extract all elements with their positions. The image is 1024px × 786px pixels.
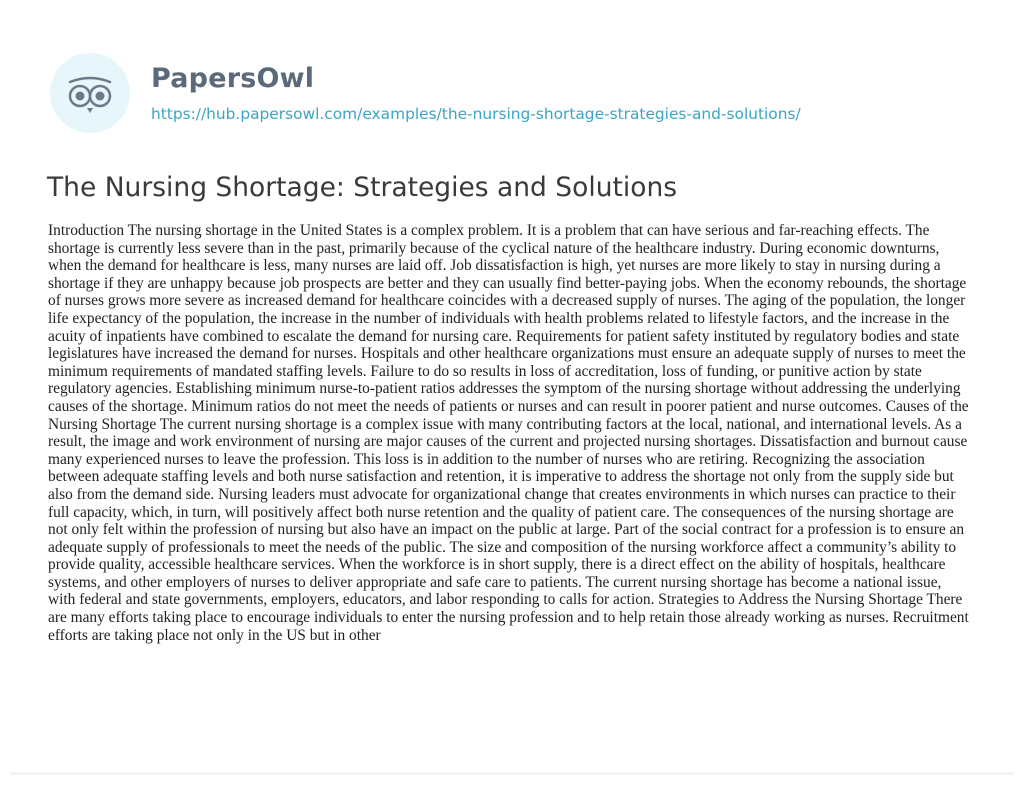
article-title: The Nursing Shortage: Strategies and Solutions: [47, 172, 678, 203]
brand-name: PapersOwl: [151, 63, 315, 94]
article-body: Introduction The nursing shortage in the United States is a complex problem. It is a problem that can have serious and far-reaching effects. The shortage is currently less severe than in the past, primarily because of the cyclical nature of the healthcare industry. During economic downturns, when the demand for healthcare is less, many nurses are laid off. Job dissatisfaction is high, yet nurses are more likely to stay in nursing during a shortage if they are unhappy because job prospects are better and they can usually find better-paying jobs. When the economy rebounds, the shortage of nurses grows more severe as increased demand for healthcare coincides with a decreased supply of nurses. The aging of the population, the longer life expectancy of the population, the increase in the number of individuals with health problems related to lifestyle factors, and the increase in the acuity of inpatients have combined to escalate the demand for nursing care. Requirements for patient safety instituted by regulatory bodies and state legislatures have increased the demand for nurses. Hospitals and other healthcare organizations must ensure an adequate supply of nurses to meet the minimum requirements of mandated staffing levels. Failure to do so results in loss of accreditation, loss of funding, or punitive action by state regulatory agencies. Establishing minimum nurse-to-patient ratios addresses the symptom of the nursing shortage without addressing the underlying causes of the shortage. Minimum ratios do not meet the needs of patients or nurses and can result in poorer patient and nurse outcomes. Causes of the Nursing Shortage The current nursing shortage is a complex issue with many contributing factors at the local, national, and international levels. As a result, the image and work environment of nursing are major causes of the current and projected nursing shortages. Dissatisfaction and burnout cause many experienced nurses to leave the profession. This loss is in addition to the number of nurses who are retiring. Recognizing the association between adequate staffing levels and both nurse satisfaction and retention, it is imperative to address the shortage not only from the supply side but also from the demand side. Nursing leaders must advocate for organizational change that creates environments in which nurses can practice to their full capacity, which, in turn, will positively affect both nurse retention and the quality of patient care. The consequences of the nursing shortage are not only felt within the profession of nursing but also have an impact on the public at large. Part of the social contract for a profession is to ensure an adequate supply of professionals to meet the needs of the public. The size and composition of the nursing workforce affect a community’s ability to provide quality, accessible healthcare services. When the workforce is in short supply, there is a direct effect on the ability of hospitals, healthcare systems, and other employers of nurses to deliver appropriate and safe care to patients. The current nursing shortage has become a national issue, with federal and state governments, employers, educators, and labor responding to calls for action. Strategies to Address the Nursing Shortage There are many efforts taking place to encourage individuals to enter the nursing profession and to help retain those already working as nurses. Recruitment efforts are taking place not only in the US but in other: [48, 222, 969, 644]
source-url-link[interactable]: https://hub.papersowl.com/examples/the-nursing-shortage-strategies-and-solutions/: [151, 105, 801, 123]
site-header: [49, 52, 801, 134]
footer-divider: [10, 772, 1014, 775]
owl-logo-icon: [49, 52, 131, 134]
brand-block: [151, 62, 801, 124]
